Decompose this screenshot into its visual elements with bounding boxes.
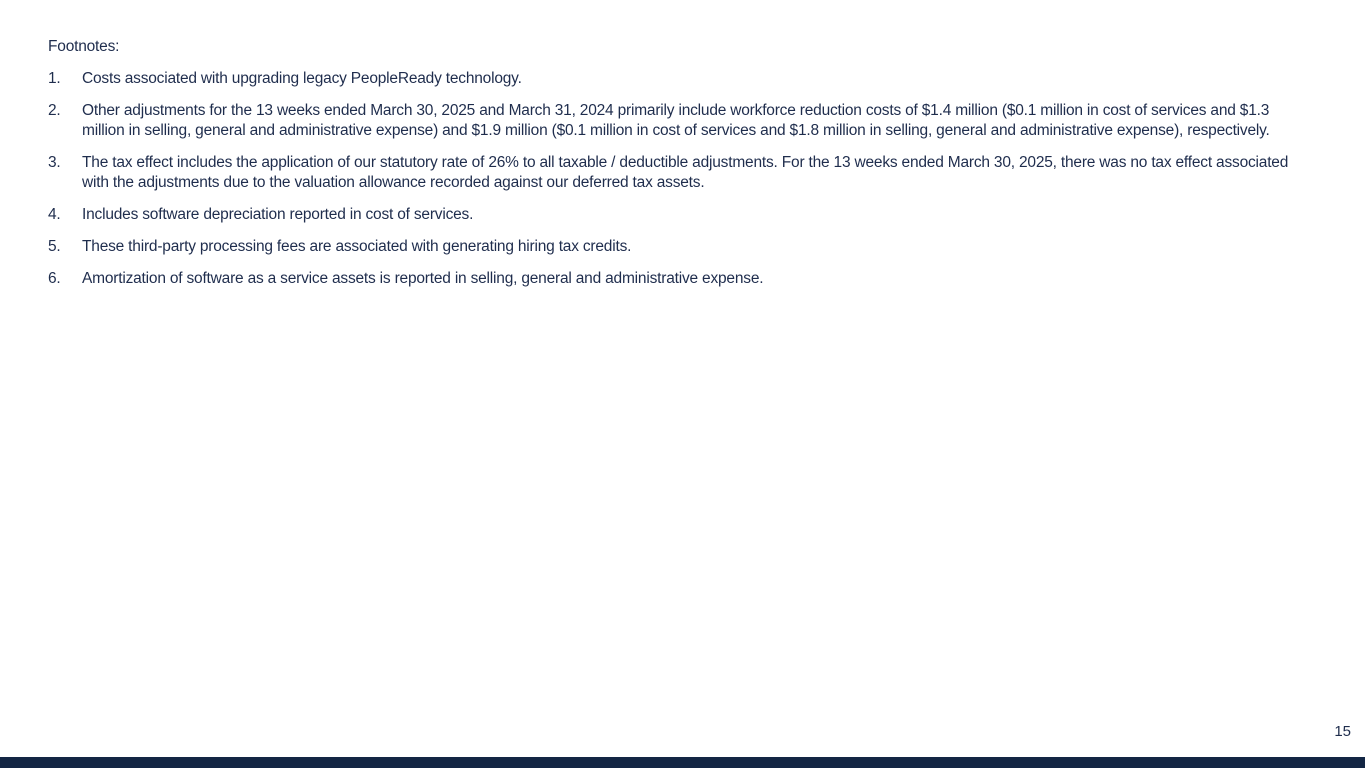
footnote-item-4	[48, 205, 1310, 225]
footnote-item-5	[48, 237, 1310, 257]
footnote-text: Amortization of software as a service assets is reported in selling, general and administrative expense.	[82, 270, 764, 287]
footnote-number: 3.	[48, 154, 61, 171]
footer-bar	[0, 757, 1365, 768]
footnote-number: 1.	[48, 70, 61, 87]
footnote-item-2	[48, 101, 1310, 141]
footnote-item-3	[48, 153, 1310, 193]
footnote-number: 5.	[48, 238, 61, 255]
footnote-item-1	[48, 69, 1310, 89]
footnote-item-6	[48, 269, 1310, 289]
footnote-text: Costs associated with upgrading legacy PeopleReady technology.	[82, 70, 522, 87]
footnote-number: 4.	[48, 206, 61, 223]
footnotes-section	[48, 37, 1310, 301]
footnote-text: These third-party processing fees are associated with generating hiring tax credits.	[82, 238, 632, 255]
page-number: 15	[1334, 723, 1351, 740]
footnote-text: Other adjustments for the 13 weeks ended March 30, 2025 and March 31, 2024 primarily include workforce reduction costs of $1.4 million ($0.1 million in cost of services and $1.3 million in selling, general and administrative expense) and $1.9 million ($0.1 million in cost of services and $1.8 million in selling, general and administrative expense), respectively.	[82, 102, 1270, 139]
footnotes-heading: Footnotes:	[48, 38, 120, 55]
footnote-number: 6.	[48, 270, 61, 287]
footnote-text: The tax effect includes the application of our statutory rate of 26% to all taxable / deductible adjustments. For the 13 weeks ended March 30, 2025, there was no tax effect associated with the adjustments due to the valuation allowance recorded against our deferred tax assets.	[82, 154, 1289, 191]
footnote-text: Includes software depreciation reported in cost of services.	[82, 206, 474, 223]
footnote-list	[48, 69, 1310, 289]
footnote-number: 2.	[48, 102, 61, 119]
